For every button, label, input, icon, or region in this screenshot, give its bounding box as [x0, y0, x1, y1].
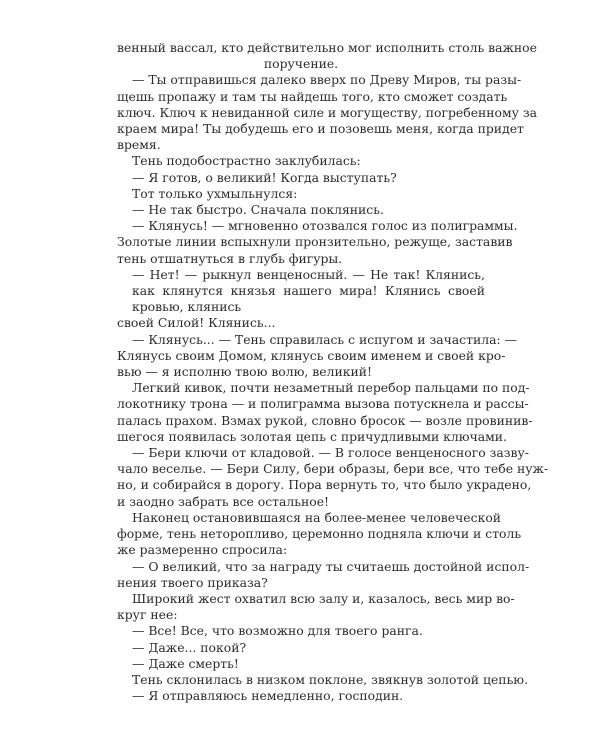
text-line: но, и собирайся в дорогу. Пора вернуть то, что было украдено,	[117, 477, 532, 493]
text-line: — Даже... покой?	[132, 639, 247, 655]
text-line: же размеренно спросила:	[117, 542, 288, 558]
book-page	[117, 40, 549, 704]
text-line: Тень подобострастно заклубилась:	[132, 153, 361, 169]
text-line: шегося появилась золотая цепь с причудливыми ключами.	[117, 428, 507, 444]
text-line: — Ты отправишься далеко вверх по Древу Миров, ты разы-	[132, 72, 522, 88]
text-line: — Не так быстро. Сначала поклянись.	[132, 202, 384, 218]
text-line: Легкий кивок, почти незаметный перебор пальцами по под-	[132, 380, 530, 396]
text-line: краем мира! Ты добудешь его и позовешь меня, когда придет	[117, 121, 524, 137]
text-line: Широкий жест охватил всю залу и, казалось, весь мир во-	[132, 590, 515, 606]
text-line: вью — я исполню твою волю, великий!	[117, 364, 372, 380]
text-line: — О великий, что за награду ты считаешь достойной испол-	[132, 558, 530, 574]
text-line: — Я отправляюсь немедленно, господин.	[132, 688, 404, 704]
text-line: — Нет! — рыкнул венценосный. — Не так! Клянись, как клянутся князья нашего мира! Клянись своей кровью, клянись	[132, 266, 485, 315]
text-line: — Клянусь... — Тень справилась с испугом и зачастила: —	[132, 331, 517, 347]
text-line: Золотые линии вспыхнули пронзительно, режуще, заставив	[117, 234, 513, 250]
text-line: — Даже смерть!	[132, 655, 239, 671]
text-line: палась прахом. Взмах рукой, словно бросок — возле провинив-	[117, 412, 533, 428]
text-line: Клянусь своим Домом, клянусь своим именем и своей кро-	[117, 347, 506, 363]
text-line: локотнику трона — и полиграмма вызова потускнела и рассы-	[117, 396, 529, 412]
text-line: нения твоего приказа?	[117, 574, 268, 590]
text-line: и заодно забрать все остальное!	[117, 493, 330, 509]
text-line: — Я готов, о великий! Когда выступать?	[132, 169, 397, 185]
text-line: Наконец остановившаяся на более-менее человеческой	[132, 509, 502, 525]
text-line: тень отшатнуться в глубь фигуры.	[117, 250, 343, 266]
text-line: поручение.	[263, 56, 339, 72]
text-line: форме, тень неторопливо, церемонно подняла ключи и столь	[117, 526, 522, 542]
text-line: круг нее:	[117, 607, 178, 623]
text-line: — Бери ключи от кладовой. — В голосе венценосного зазву-	[132, 445, 529, 461]
text-line: ключ. Ключ к невиданной силе и могуществу, погребенному за	[117, 104, 538, 120]
text-line: Тень склонилась в низком поклоне, звякнув золотой цепью.	[132, 671, 529, 687]
text-line: чало веселье. — Бери Силу, бери образы, бери все, что тебе нуж-	[117, 461, 549, 477]
text-line: — Все! Все, что возможно для твоего ранга.	[132, 623, 423, 639]
text-line: венный вассал, кто действительно мог исполнить столь важное	[117, 40, 537, 55]
text-line: своей Силой! Клянись...	[117, 315, 276, 331]
text-line: Тот только ухмыльнулся:	[132, 185, 298, 201]
text-line: время.	[117, 137, 161, 153]
text-line: щешь пропажу и там ты найдешь того, кто сможет создать	[117, 88, 508, 104]
text-line: — Клянусь! — мгновенно отозвался голос из полиграммы.	[132, 218, 518, 234]
